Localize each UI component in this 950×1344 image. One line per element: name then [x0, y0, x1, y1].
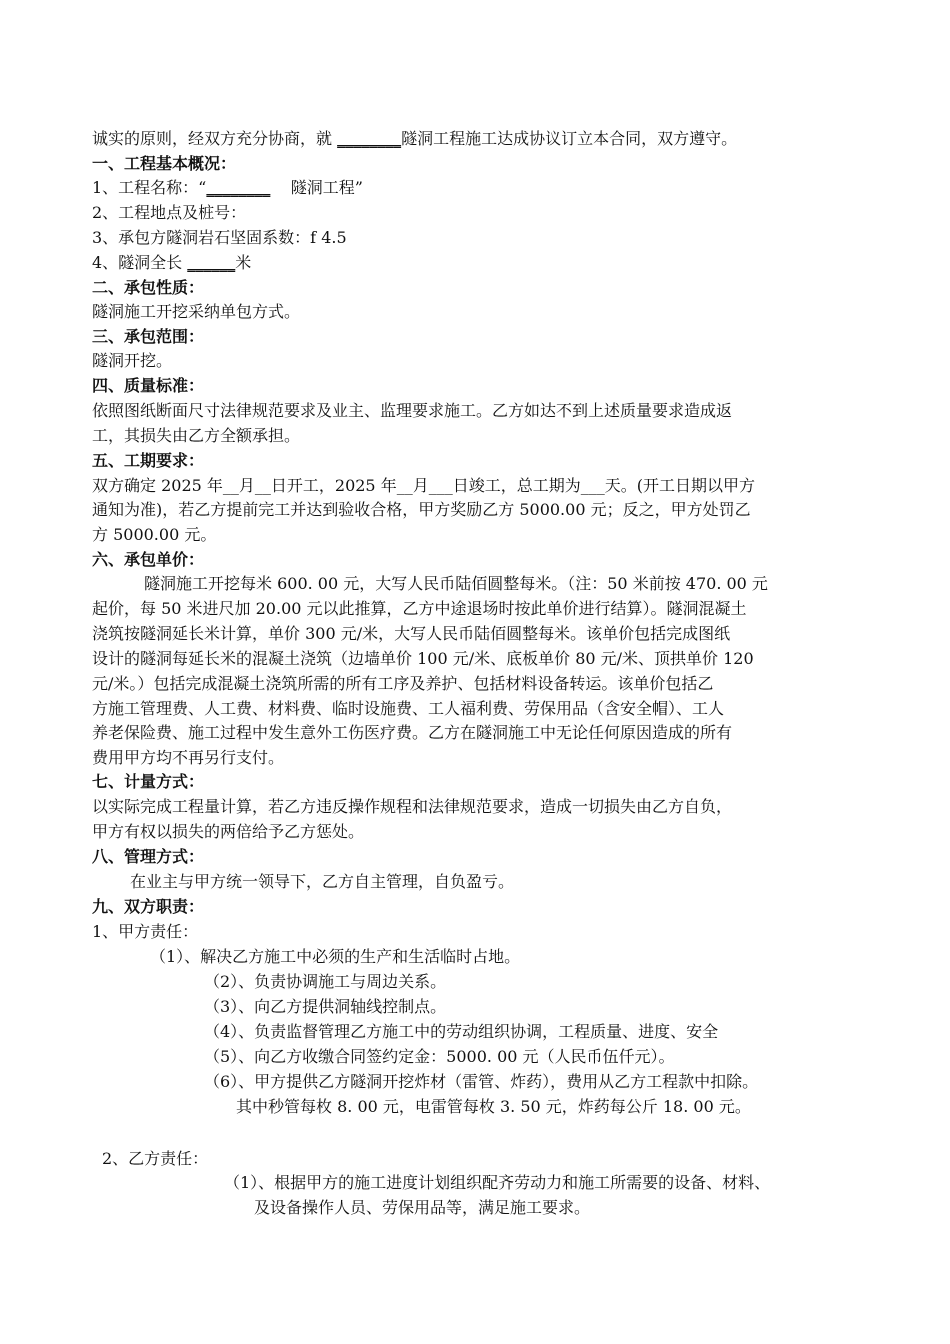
- party-a-item-6: （6）、甲方提供乙方隧洞开挖炸材（雷管、炸药），费用从乙方工程款中扣除。: [204, 1072, 759, 1091]
- section-5-line-1: 双方确定 2025 年__月__日开工，2025 年__月___日竣工，总工期为___天。(开工日期以甲方: [92, 476, 755, 495]
- length-unit: 米: [235, 253, 252, 272]
- section-9-heading: 九、双方职责：: [92, 897, 205, 916]
- section-6-line-2: 起价，每 50 米进尺加 20.00 元以此推算，乙方中途退场时按此单价进行结算）。隧洞混凝土: [92, 599, 747, 618]
- section-4-heading: 四、质量标准：: [92, 376, 205, 395]
- length-label: 4、隧洞全长: [92, 253, 183, 272]
- project-name-line: [92, 177, 363, 199]
- party-b-item-1: （1）、根据甲方的施工进度计划组织配齐劳动力和施工所需要的设备、材料、: [224, 1173, 771, 1192]
- section-2-text: 隧洞施工开挖采纳单包方式。: [92, 302, 301, 321]
- length-line: [92, 252, 251, 274]
- section-5-line-3: 方 5000.00 元。: [92, 525, 217, 544]
- hardness-line: 3、承包方隧洞岩石坚固系数：f 4.5: [92, 228, 347, 247]
- section-7-line-1: 以实际完成工程量计算，若乙方违反操作规程和法律规范要求，造成一切损失由乙方自负，: [92, 797, 733, 816]
- section-6-line-4: 设计的隧洞每延长米的混凝土浇筑（边墙单价 100 元/米、底板单价 80 元/米、顶拱单价 120: [92, 649, 754, 668]
- project-name-field-blank: ________: [206, 178, 271, 197]
- section-6-line-6: 方施工管理费、人工费、材料费、临时设施费、工人福利费、劳保用品（含安全帽）、工人: [92, 699, 725, 718]
- section-5-line-2: 通知为准)，若乙方提前完工并达到验收合格，甲方奖励乙方 5000.00 元；反之，甲方处罚乙: [92, 500, 751, 519]
- section-3-heading: 三、承包范围：: [92, 327, 205, 346]
- intro-text-after: 隧洞工程施工达成协议订立本合同，双方遵守。: [401, 129, 738, 148]
- section-3-text: 隧洞开挖。: [92, 351, 173, 370]
- section-8-text: 在业主与甲方统一领导下，乙方自主管理，自负盈亏。: [130, 872, 515, 891]
- section-7-heading: 七、计量方式：: [92, 772, 205, 791]
- section-7-line-2: 甲方有权以损失的两倍给予乙方惩处。: [92, 822, 365, 841]
- section-4-line-2: 工，其损失由乙方全额承担。: [92, 426, 301, 445]
- section-6-line-7: 养老保险费、施工过程中发生意外工伤医疗费。乙方在隧洞施工中无论任何原因造成的所有: [92, 723, 733, 742]
- length-blank: ______: [187, 253, 236, 272]
- section-6-line-1: 隧洞施工开挖每米 600. 00 元，大写人民币陆佰圆整每米。（注：50 米前按 470. 00 元: [144, 574, 768, 593]
- section-4-line-1: 依照图纸断面尺寸法律规范要求及业主、监理要求施工。乙方如达不到上述质量要求造成返: [92, 401, 733, 420]
- section-5-heading: 五、工期要求：: [92, 451, 205, 470]
- project-name-suffix: 隧洞工程”: [290, 178, 363, 197]
- party-a-heading: 1、甲方责任：: [92, 922, 199, 941]
- party-a-item-6-cont: 其中秒管每枚 8. 00 元，电雷管每枚 3. 50 元，炸药每公斤 18. 00 元。: [236, 1097, 751, 1116]
- section-2-heading: 二、承包性质：: [92, 278, 205, 297]
- project-name-blank: ________: [337, 129, 402, 148]
- section-1-heading: 一、工程基本概况：: [92, 154, 237, 173]
- location-line: 2、工程地点及桩号：: [92, 203, 247, 222]
- section-8-heading: 八、管理方式：: [92, 847, 205, 866]
- party-a-item-4: （4）、负责监督管理乙方施工中的劳动组织协调，工程质量、进度、安全: [204, 1022, 719, 1041]
- intro-text-before: 诚实的原则，经双方充分协商，就: [92, 129, 333, 148]
- party-a-item-2: （2）、负责协调施工与周边关系。: [204, 972, 447, 991]
- project-name-label: 1、工程名称：“: [92, 178, 207, 197]
- party-b-item-1-cont: 及设备操作人员、劳保用品等，满足施工要求。: [254, 1198, 591, 1217]
- party-a-item-1: （1）、解决乙方施工中必须的生产和生活临时占地。: [150, 947, 521, 966]
- party-b-heading: 2、乙方责任：: [102, 1149, 209, 1168]
- section-6-heading: 六、承包单价：: [92, 550, 205, 569]
- intro-line: [92, 128, 737, 150]
- section-6-line-5: 元/米。）包括完成混凝土浇筑所需的所有工序及养护、包括材料设备转运。该单价包括乙: [92, 674, 714, 693]
- party-a-item-3: （3）、向乙方提供洞轴线控制点。: [204, 997, 447, 1016]
- section-6-line-3: 浇筑按隧洞延长米计算，单价 300 元/米，大写人民币陆佰圆整每米。该单价包括完成图纸: [92, 624, 731, 643]
- section-6-line-8: 费用甲方均不再另行支付。: [92, 748, 285, 767]
- party-a-item-5: （5）、向乙方收缴合同签约定金：5000. 00 元（人民币伍仟元）。: [204, 1047, 675, 1066]
